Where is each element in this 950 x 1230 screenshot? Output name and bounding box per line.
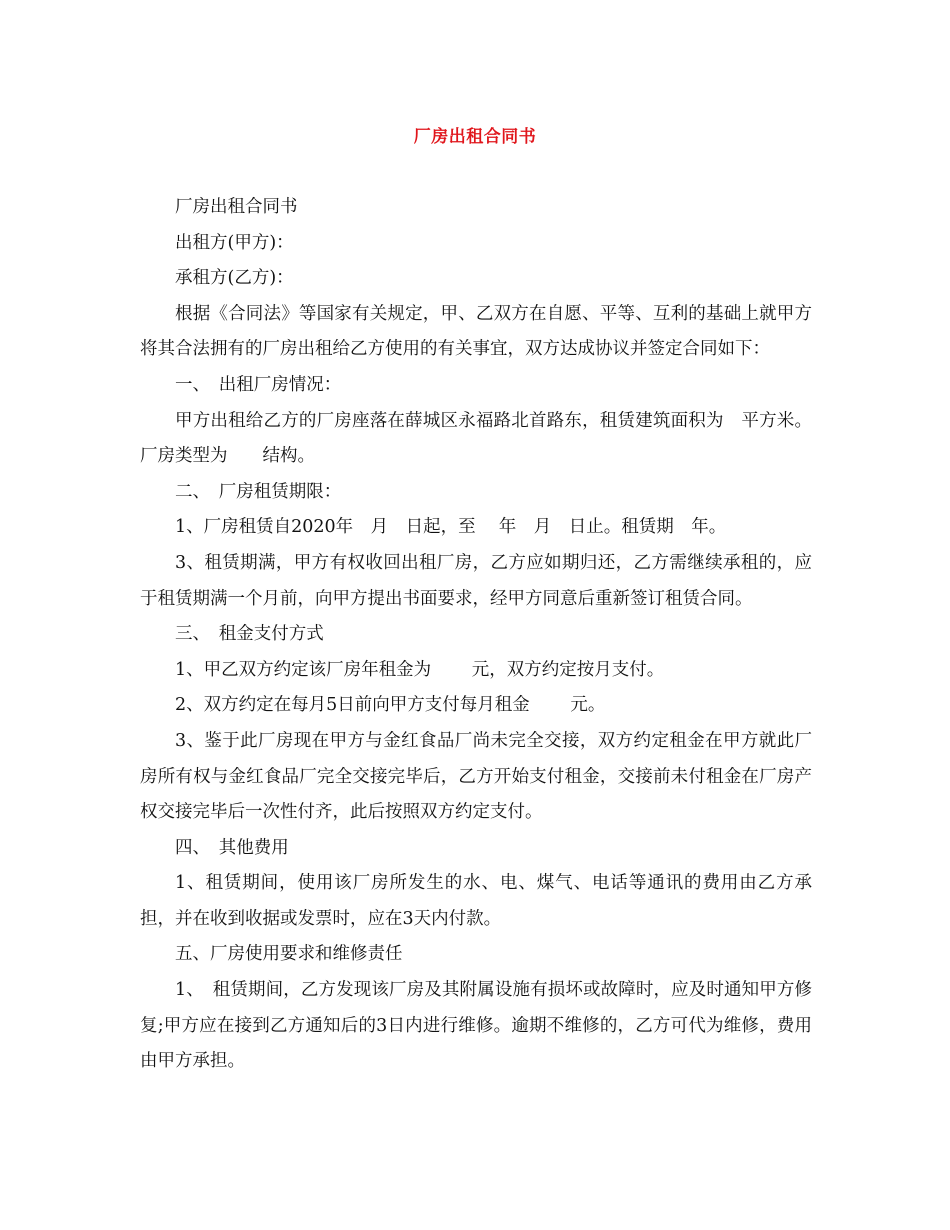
paragraph-heading: 厂房出租合同书 bbox=[175, 197, 298, 217]
section-heading-4: 四、 其他费用 bbox=[175, 837, 289, 858]
document-body bbox=[140, 190, 812, 1080]
document-title: 厂房出租合同书 bbox=[413, 127, 537, 147]
section-heading-1: 一、 出租厂房情况： bbox=[175, 374, 342, 395]
section-heading-3: 三、 租金支付方式 bbox=[175, 624, 324, 645]
paragraph-monthly-rent: 2、双方约定在每月5日前向甲方支付每月租金 元。 bbox=[175, 695, 606, 716]
paragraph-utilities: 1、租赁期间，使用该厂房所发生的水、电、煤气、电话等通讯的费用由乙方承担，并在收到收据或发票时，应在3天内付款。 bbox=[140, 873, 812, 929]
paragraph-maintenance: 1、 租赁期间，乙方发现该厂房及其附属设施有损坏或故障时，应及时通知甲方修复;甲方应在接到乙方通知后的3日内进行维修。逾期不维修的，乙方可代为维修，费用由甲方承担。 bbox=[140, 980, 812, 1072]
paragraph-lessee: 承租方(乙方)： bbox=[175, 268, 294, 289]
paragraph-renewal: 3、租赁期满，甲方有权收回出租厂房，乙方应如期归还，乙方需继续承租的，应于租赁期满一个月前，向甲方提出书面要求，经甲方同意后重新签订租赁合同。 bbox=[140, 552, 812, 609]
paragraph-annual-rent: 1、甲乙双方约定该厂房年租金为 元，双方约定按月支付。 bbox=[175, 659, 665, 680]
paragraph-preamble: 根据《合同法》等国家有关规定，甲、乙双方在自愿、平等、互利的基础上就甲方将其合法拥有的厂房出租给乙方使用的有关事宜，双方达成协议并签定合同如下： bbox=[140, 303, 812, 360]
paragraph-term: 1、厂房租赁自2020年 月 日起，至 年 月 日止。租赁期 年。 bbox=[175, 517, 727, 538]
paragraph-handover: 3、鉴于此厂房现在甲方与金红食品厂尚未完全交接，双方约定租金在甲方就此厂房所有权与金红食品厂完全交接完毕后，乙方开始支付租金，交接前未付租金在厂房产权交接完毕后一次性付齐，此后按照双方约定支付。 bbox=[140, 730, 812, 823]
section-heading-5: 五、厂房使用要求和维修责任 bbox=[175, 944, 403, 965]
paragraph-location: 甲方出租给乙方的厂房座落在薛城区永福路北首路东，租赁建筑面积为 平方米。厂房类型为 结构。 bbox=[140, 410, 812, 467]
paragraph-lessor: 出租方(甲方)： bbox=[175, 232, 294, 253]
section-heading-2: 二、 厂房租赁期限： bbox=[175, 481, 342, 502]
